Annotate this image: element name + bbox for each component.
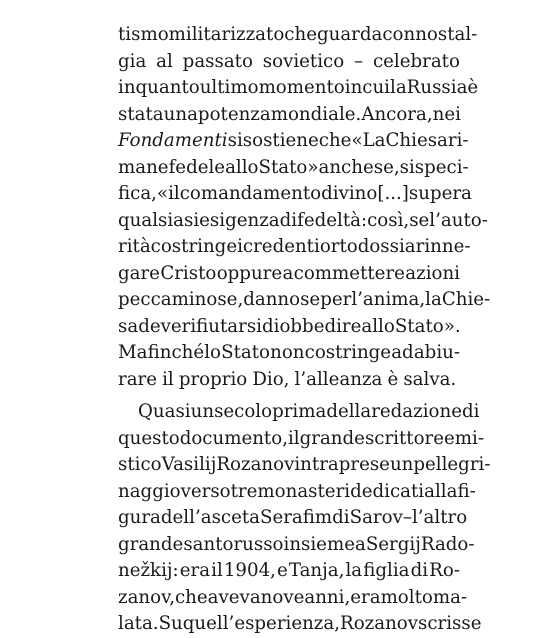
text-line: mane fedele allo Stato» anche se, si speci- xyxy=(118,156,469,178)
text-line: gura dell’asceta Serafim di Sarov – l’altro xyxy=(118,507,468,528)
text-line: stata una potenza mondiale. Ancora, nei xyxy=(118,103,461,125)
text-line: questo documento, il grande scrittore e mi- xyxy=(118,427,484,449)
text-line: fica, «il comandamento divino [...] supera xyxy=(118,183,472,204)
text-line: qualsiasi esigenza di fedeltà: così, se l’auto- xyxy=(118,209,488,231)
text-line: naggio verso tre monasteri dedicati alla fi- xyxy=(118,480,476,502)
text-line: grande santo russo insieme a Sergij Rado- xyxy=(118,533,475,555)
text-line: tismo militarizzato che guarda con nostal- xyxy=(118,24,478,45)
text-line: stico Vasilij Rozanov intraprese un pellegri- xyxy=(118,454,491,475)
text-line: nežkij: era il 1904, e Tanja, la figlia di Ro- xyxy=(118,560,460,581)
text-line: in quanto ultimo momento in cui la Russia è xyxy=(118,77,479,98)
text-line: rità costringe i credenti ortodossi a rinne- xyxy=(118,236,471,257)
text-line: lata. Su quell’esperienza, Rozanov scrisse xyxy=(118,613,482,634)
text-line: zanov, che aveva nove anni, era molto ma- xyxy=(118,586,468,608)
italic-title: Fondamenti xyxy=(118,130,228,151)
book-page-text xyxy=(118,22,491,638)
text-line: Fondamenti si sostiene che «La Chiesa ri- xyxy=(118,128,460,155)
text-line: gare Cristo oppure a commettere azioni xyxy=(118,262,460,284)
text-line: gia al passato sovietico – celebrato xyxy=(118,50,460,72)
text-line: Ma finché lo Stato non costringe ad abiu- xyxy=(118,342,460,363)
text-line-indented: Quasi un secolo prima della redazione di xyxy=(138,401,480,422)
text-line: peccaminose, dannose per l’anima, la Chie- xyxy=(118,289,491,310)
text-line: sa deve rifiutarsi di obbedire allo Stato». xyxy=(118,315,461,337)
text-line: rare il proprio Dio, l’alleanza è salva. xyxy=(118,368,457,390)
